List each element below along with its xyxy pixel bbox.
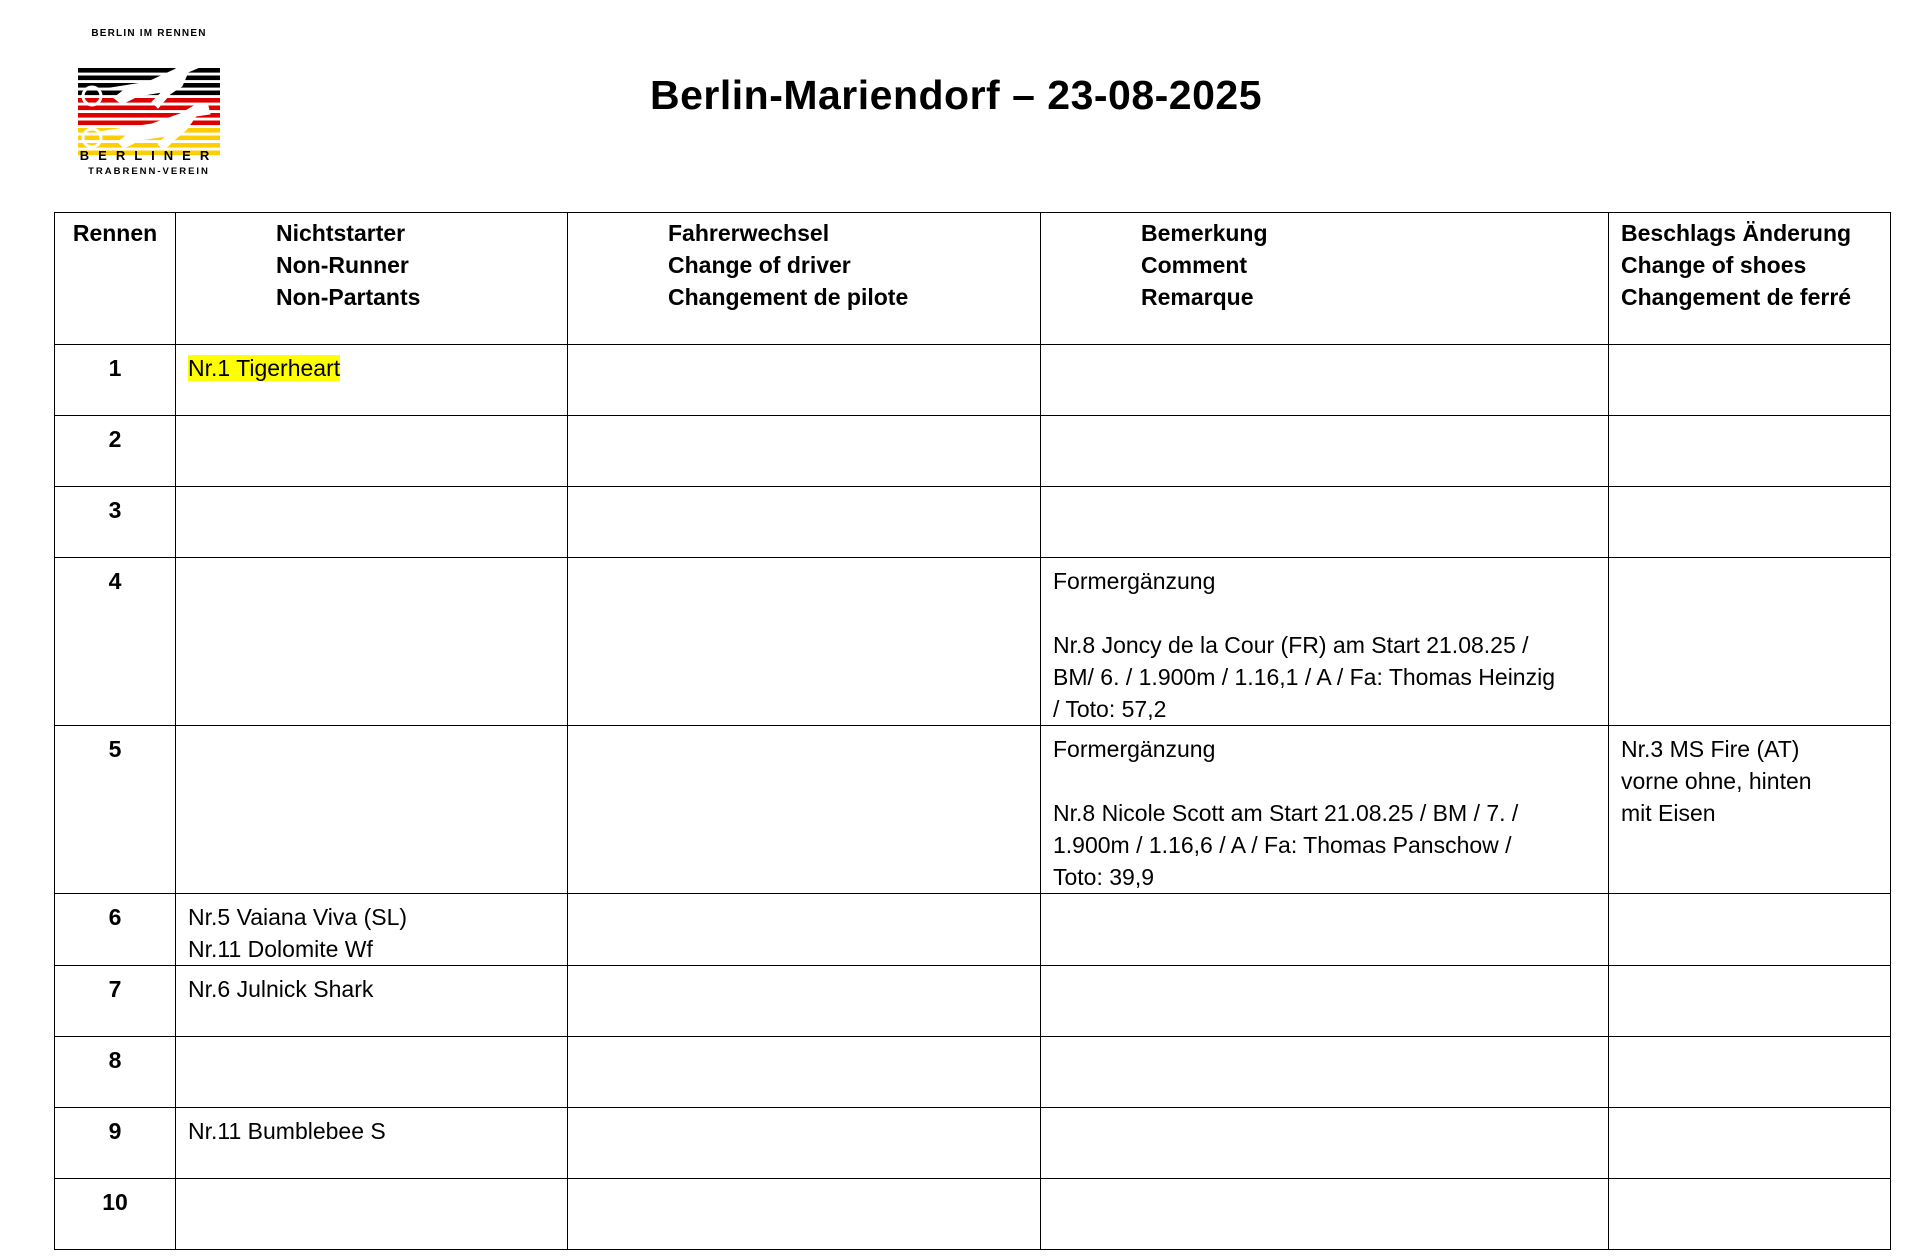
race-number: 2 (55, 416, 176, 487)
shoes-cell (1609, 558, 1891, 726)
driver-cell (568, 726, 1041, 894)
race-number: 4 (55, 558, 176, 726)
driver-cell (568, 487, 1041, 558)
header-comment-fr: Remarque (1141, 284, 1254, 310)
header-shoes (1609, 213, 1891, 345)
race-row (55, 894, 1891, 966)
comment-line (1053, 597, 1596, 629)
race-number: 7 (55, 966, 176, 1037)
logo-top-text: BERLIN IM RENNEN (91, 28, 207, 39)
race-row (55, 966, 1891, 1037)
header-nonrunner-fr: Non-Partants (276, 284, 421, 310)
race-row (55, 1179, 1891, 1250)
shoes-cell (1609, 894, 1891, 966)
driver-cell (568, 966, 1041, 1037)
nonrunner-cell (176, 1179, 568, 1250)
driver-cell (568, 1037, 1041, 1108)
header-nonrunner-en: Non-Runner (276, 252, 409, 278)
comment-line: Toto: 39,9 (1053, 864, 1155, 890)
comment-line: Nr.8 Nicole Scott am Start 21.08.25 / BM / 7. / (1053, 800, 1519, 826)
shoes-cell (1609, 1037, 1891, 1108)
header-shoes-de: Beschlags Änderung (1621, 220, 1852, 246)
header-row (55, 213, 1891, 345)
comment-cell (1041, 558, 1609, 726)
shoes-line: mit Eisen (1621, 800, 1716, 826)
header-comment-de: Bemerkung (1141, 220, 1268, 246)
header-comment (1041, 213, 1609, 345)
shoes-line: Nr.3 MS Fire (AT) (1621, 736, 1800, 762)
comment-line: 1.900m / 1.16,6 / A / Fa: Thomas Panschow / (1053, 832, 1512, 858)
comment-cell (1041, 345, 1609, 416)
race-number: 3 (55, 487, 176, 558)
header-nonrunner-de: Nichtstarter (276, 220, 406, 246)
logo-stripe (78, 68, 220, 73)
logo-stripes-horse-icon (78, 46, 220, 160)
header-driver (568, 213, 1041, 345)
comment-cell (1041, 726, 1609, 894)
comment-line: Nr.8 Joncy de la Cour (FR) am Start 21.08.25 / (1053, 632, 1529, 658)
comment-line: Formergänzung (1053, 736, 1216, 762)
driver-cell (568, 345, 1041, 416)
header-comment-en: Comment (1141, 252, 1248, 278)
nonrunner-cell (176, 894, 568, 966)
race-row (55, 1037, 1891, 1108)
shoes-cell (1609, 487, 1891, 558)
race-row (55, 726, 1891, 894)
header-shoes-en: Change of shoes (1621, 252, 1807, 278)
race-row (55, 558, 1891, 726)
shoes-cell (1609, 726, 1891, 894)
comment-cell (1041, 1037, 1609, 1108)
logo-sub-text: TRABRENN-VEREIN (88, 166, 210, 177)
shoes-cell (1609, 966, 1891, 1037)
logo-name-text: BERLINER (79, 148, 219, 163)
shoes-cell (1609, 1179, 1891, 1250)
comment-line: / Toto: 57,2 (1053, 696, 1167, 722)
comment-cell (1041, 416, 1609, 487)
comment-line: Formergänzung (1053, 568, 1216, 594)
header-race: Rennen (55, 213, 176, 345)
nonrunner-cell (176, 558, 568, 726)
nonrunner-line: Nr.11 Dolomite Wf (188, 936, 373, 962)
header-nonrunner (176, 213, 568, 345)
driver-cell (568, 1108, 1041, 1179)
comment-cell (1041, 487, 1609, 558)
shoes-cell (1609, 1108, 1891, 1179)
nonrunner-highlighted-entry: Nr.1 Tigerheart (188, 355, 341, 381)
nonrunner-cell (176, 345, 568, 416)
race-row (55, 416, 1891, 487)
shoes-cell (1609, 416, 1891, 487)
race-changes-table (54, 212, 1891, 1250)
race-number: 9 (55, 1108, 176, 1179)
shoes-cell (1609, 345, 1891, 416)
nonrunner-line: Nr.5 Vaiana Viva (SL) (188, 904, 408, 930)
comment-line (1053, 765, 1596, 797)
comment-cell (1041, 1179, 1609, 1250)
club-logo (74, 28, 224, 180)
header-driver-fr: Changement de pilote (668, 284, 909, 310)
header-shoes-fr: Changement de ferré (1621, 284, 1852, 310)
nonrunner-cell (176, 966, 568, 1037)
driver-cell (568, 894, 1041, 966)
comment-line: BM/ 6. / 1.900m / 1.16,1 / A / Fa: Thomas Heinzig (1053, 664, 1555, 690)
comment-cell (1041, 894, 1609, 966)
nonrunner-cell (176, 487, 568, 558)
race-row (55, 1108, 1891, 1179)
nonrunner-cell (176, 1108, 568, 1179)
race-number: 10 (55, 1179, 176, 1250)
race-row (55, 345, 1891, 416)
nonrunner-line: Nr.11 Bumblebee S (188, 1118, 386, 1144)
race-number: 5 (55, 726, 176, 894)
driver-cell (568, 1179, 1041, 1250)
comment-cell (1041, 1108, 1609, 1179)
header-driver-en: Change of driver (668, 252, 851, 278)
page-title: Berlin-Mariendorf – 23-08-2025 (650, 72, 1263, 118)
header-driver-de: Fahrerwechsel (668, 220, 830, 246)
nonrunner-line: Nr.6 Julnick Shark (188, 976, 374, 1002)
nonrunner-cell (176, 416, 568, 487)
race-number: 1 (55, 345, 176, 416)
race-row (55, 487, 1891, 558)
driver-cell (568, 416, 1041, 487)
shoes-line: vorne ohne, hinten (1621, 768, 1812, 794)
nonrunner-cell (176, 1037, 568, 1108)
logo-stripe (78, 76, 220, 81)
comment-cell (1041, 966, 1609, 1037)
race-number: 6 (55, 894, 176, 966)
race-number: 8 (55, 1037, 176, 1108)
driver-cell (568, 558, 1041, 726)
nonrunner-cell (176, 726, 568, 894)
